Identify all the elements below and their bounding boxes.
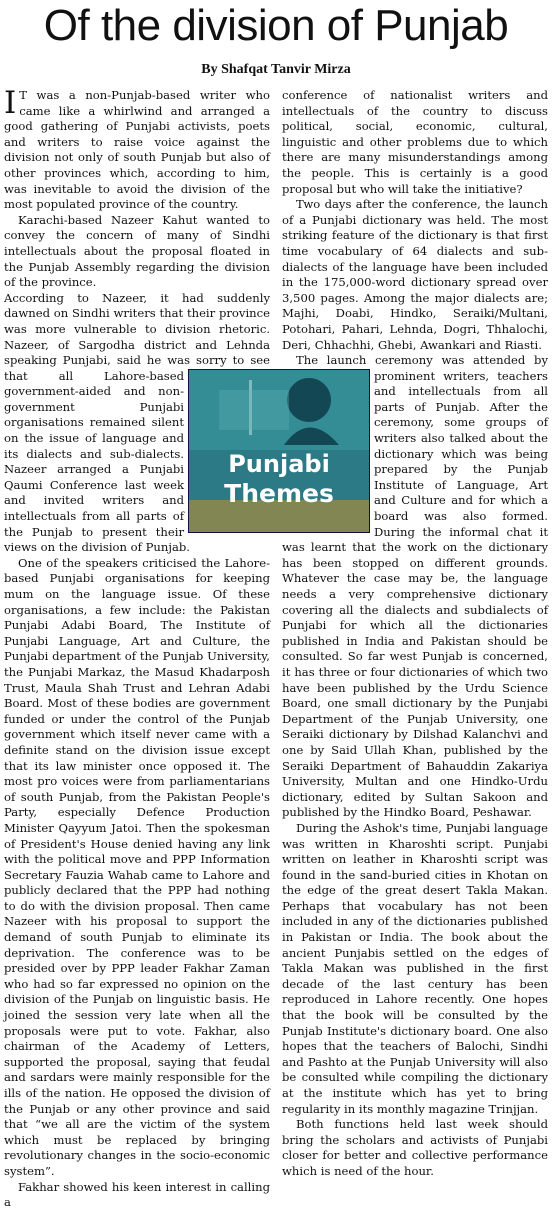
paragraph-1-text: T was a non-Punjab-based writer who came like a whirlwind and arranged a good gathering of Punjabi activists, poets and writers to raise voice against the division not only of south Punjab but also of other provinces which, according to him, was inevitable to avoid the division of the most populated province of the country. bbox=[4, 88, 270, 212]
paragraph-4: One of the speakers criticised the Lahore-based Punjabi organisations for keeping mum on the language issue. Of these organisations, a few include: the Pakistan Punjabi Adabi Board, The Institute of Punjabi Language, Art and Culture, the Punjabi department of the Punjab University, the Punjabi Markaz, the Masud Khadarposh Trust, Maula Shah Trust and Lehran Adabi Board. Most of these bodies are government funded or under the control of the Punjab government which itself never came with a definite stand on the division issue except that its law minister once opposed it. The most pro voices were from parliamentarians of south Punjab, from the Pakistan People's Party, especially Defence Production Minister Qayyum Jatoi. Then the spokesman of President's House denied having any link with the political move and PPP Information Secretary Fauzia Wahab came to Lahore and publicly declared that the PPP had nothing to do with the division proposal. Then came Nazeer with his proposal to support the demand of south Punjab to eliminate its deprivation. The conference was to be presided over by PPP leader Fakhar Zaman who had so far expressed no opinion on the division of the Punjab on linguistic basis. He joined the session very late when all the proposals were put to vote. Fakhar, also chairman of the Academy of Letters, supported the proposal, saying that feudal and sardars were mainly responsible for the ills of the nation. He opposed the division of the Punjab or any other province and said that “we all are the victim of the system which must be replaced by bringing revolutionary changes in the socio-economic system”. bbox=[4, 555, 270, 1178]
paragraph-2: Karachi-based Nazeer Kahut wanted to convey the concern of many of Sindhi intellectuals about the proposal floated in the Punjab Assembly regarding the division of the province. bbox=[4, 212, 270, 290]
paragraph-6: conference of nationalist writers and intellectuals of the country to discuss political, social, economic, cultural, linguistic and other problems due to which there are many misunderstandings among the people. This is certainly is a good proposal but who will take the initiative? bbox=[282, 88, 548, 196]
left-column bbox=[4, 85, 270, 1210]
byline: By Shafqat Tanvir Mirza bbox=[201, 62, 351, 77]
logo-text-punjabi: Punjabi bbox=[228, 450, 330, 478]
paragraph-8: The launch ceremony was attended by prominent writers, teachers and intellectuals from all parts of Punjab. After the ceremony, some groups of writers also talked about the dictionary which was being prepared by the Punjab Institute of Language, Art and Culture and for which a board was also formed. During the informal chat it was learnt that the work on the dictionary has been stopped on different grounds. Whatever the case may be, the language needs a very comprehensive dictionary covering all the dialects and subdialects of Punjabi for which all the dictionaries published in India and Pakistan should be consulted. So far west Punjab is concerned, it has three or four dictionaries of which two have been published by the Urdu Science Board, one small dictionary by the Punjabi Department of the Punjab University, one Seraiki dictionary by Dilshad Kalanchvi and one by Said Ullah Khan, published by the Seraiki Department of Bahauddin Zakariya University, Multan and one Hindko-Urdu dictionary, edited by Sultan Sakoon and published by the Hindko Board, Peshawar. bbox=[282, 353, 548, 820]
paragraph-9: During the Ashok's time, Punjabi language was written in Kharoshti script. Punjabi written on leather in Kharoshti script was found in the sand-buried cities in Khotan on the edge of the great desert Takla Makan. Perhaps that vocabulary has not been included in any of the dictionaries published in Pakistan or India. The book about the ancient Punjabis settled on the edges of Takla Makan was published in the first decade of the last century has been reproduced in Lahore recently. One hopes that the book will be consulted by the Punjab Institute's dictionary board. One also hopes that the teachers of Balochi, Sindhi and Pashto at the Punjab University will also be consulted while compiling the dictionary at the institute which has yet to bring regularity in its monthly magazine Trinjjan. bbox=[282, 820, 548, 1116]
paragraph-3-text: According to Nazeer, it had suddenly dawned on Sindhi writers that their province was more vulnerable to division rhetoric. Nazeer, of Sargodha district and Lehnda speaking Punjabi, said he was sorry to see that all Lahore-based government-aided and non-government Punjabi organisations remained silent on the issue of language and its dialects and sub-dialects. Nazeer arranged a Punjabi Qaumi Conference last week and invited writers and intellectuals from all parts of the Punjab to present their views on the division of Punjab. bbox=[4, 290, 270, 555]
paragraph-10: Both functions held last week should bring the scholars and activists of Punjabi closer for better and collective performance which is need of the hour. bbox=[282, 1117, 548, 1178]
drop-cap: I bbox=[4, 85, 17, 121]
right-column bbox=[282, 88, 548, 1178]
paragraph-1 bbox=[4, 85, 270, 213]
logo-text-themes: Themes bbox=[224, 479, 334, 508]
punjabi-themes-logo bbox=[188, 369, 370, 533]
paragraph-5: Fakhar showed his keen interest in calling a bbox=[4, 1179, 270, 1210]
headline: Of the division of Punjab bbox=[43, 1, 509, 50]
paragraph-7: Two days after the conference, the launch of a Punjabi dictionary was held. The most striking feature of the dictionary is that first time vocabulary of 64 dialects and sub-dialects of the language have been included in the 175,000-word dictionary spread over 3,500 pages. Among the major dialects are; Majhi, Doabi, Hindko, Seraiki/Multani, Potohari, Pahari, Lehnda, Dogri, Thhalochi, Deri, Chhachhi, Ghebi, Awankari and Riasti. bbox=[282, 197, 548, 352]
